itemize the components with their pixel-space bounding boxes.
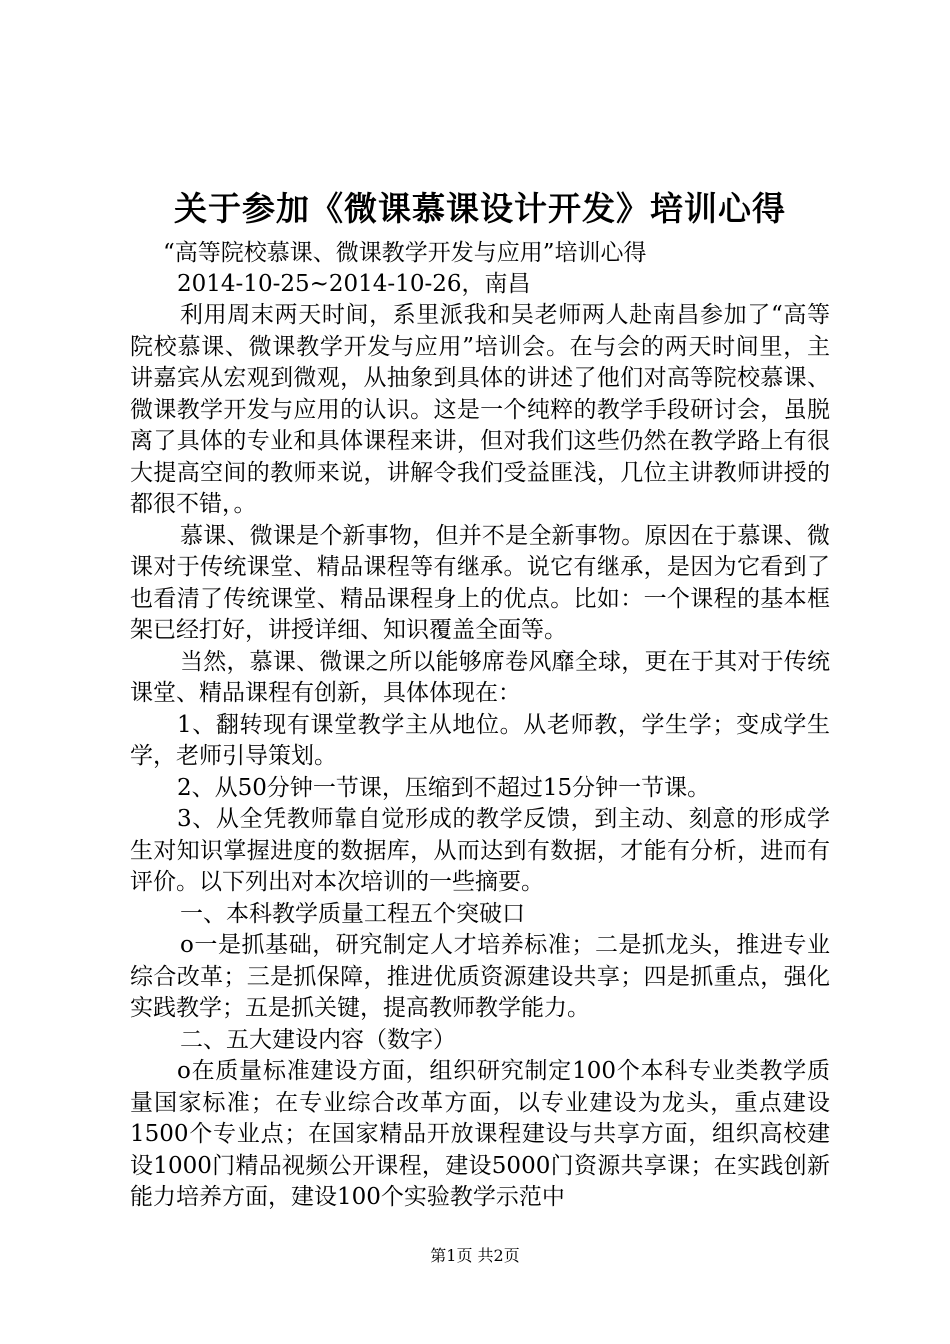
- document-page: [130, 180, 830, 1214]
- list-item-2: 2、从50分钟一节课，压缩到不超过15分钟一节课。: [177, 774, 711, 801]
- page-footer: 第1页 共2页: [430, 1246, 520, 1265]
- paragraph-inheritance: 慕课、微课是个新事物，但并不是全新事物。原因在于慕课、微课对于传统课堂、精品课程等有继承。说它有继承，是因为它看到了也看清了传统课堂、精品课程身上的优点。比如：一个课程的基本框架已经打好，讲授详细、知识覆盖全面等。: [130, 522, 830, 643]
- section-heading-1: 一、本科教学质量工程五个突破口: [180, 900, 525, 927]
- list-item-1: 1、翻转现有课堂教学主从地位。从老师教，学生学；变成学生学，老师引导策划。: [130, 711, 830, 769]
- document-title: 关于参加《微课慕课设计开发》培训心得: [174, 189, 786, 228]
- section-heading-2: 二、五大建设内容（数字）: [180, 1026, 456, 1053]
- date-place: 2014-10-25~2014-10-26，南昌: [177, 271, 531, 297]
- paragraph-innovation: 当然，慕课、微课之所以能够席卷风靡全球，更在于其对于传统课堂、精品课程有创新，具体体现在：: [130, 648, 830, 706]
- list-item-3: 3、从全凭教师靠自觉形成的教学反馈，到主动、刻意的形成学生对知识掌握进度的数据库，从而达到有数据，才能有分析，进而有评价。以下列出对本次培训的一些摘要。: [130, 806, 830, 895]
- paragraph-intro: 利用周末两天时间，系里派我和吴老师两人赴南昌参加了“高等院校慕课、微课教学开发与应用”培训会。在与会的两天时间里，主讲嘉宾从宏观到微观，从抽象到具体的讲述了他们对高等院校慕课、微课教学开发与应用的认识。这是一个纯粹的教学手段研讨会，虽脱离了具体的专业和具体课程来讲，但对我们这些仍然在教学路上有很大提高空间的教师来说，讲解令我们受益匪浅，几位主讲教师讲授的都很不错，。: [130, 302, 830, 517]
- document-subtitle: “高等院校慕课、微课教学开发与应用”培训心得: [163, 240, 647, 266]
- section-text-1: o一是抓基础，研究制定人才培养标准；二是抓龙头，推进专业综合改革；三是抓保障，推进优质资源建设共享；四是抓重点，强化实践教学；五是抓关键，提高教师教学能力。: [130, 932, 830, 1021]
- section-text-2: o在质量标准建设方面，组织研究制定100个本科专业类教学质量国家标准；在专业综合改革方面，以专业建设为龙头，重点建设1500个专业点；在国家精品开放课程建设与共享方面，组织高校建设1000门精品视频公开课程，建设5000门资源共享课；在实践创新能力培养方面，建设100个实验教学示范中: [130, 1058, 830, 1210]
